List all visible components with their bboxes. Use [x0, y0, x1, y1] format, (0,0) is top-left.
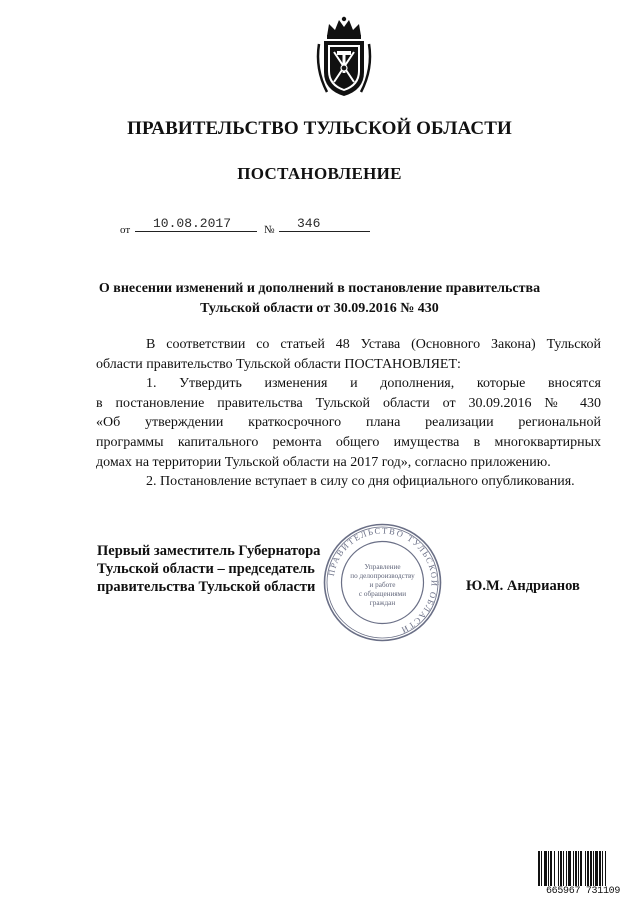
- body-line: «Об утверждении краткосрочного плана реализации региональной: [96, 415, 601, 431]
- barcode-bar: [573, 851, 574, 887]
- official-stamp: [321, 521, 444, 644]
- stamp-inner-line: с обращениями: [358, 590, 407, 598]
- barcode-bar: [550, 851, 552, 887]
- barcode: [537, 851, 629, 897]
- subject-line: Тульской области от 30.09.2016 № 430: [200, 301, 439, 316]
- body-line: 2. Постановление вступает в силу со дня официального опубликования.: [146, 474, 575, 490]
- signer-position-line: Первый заместитель Губернатора: [97, 543, 321, 559]
- barcode-bar: [593, 851, 594, 887]
- barcode-bar: [563, 851, 564, 887]
- signer-position-line: Тульской области – председатель: [97, 561, 315, 577]
- barcode-bar: [578, 851, 579, 887]
- barcode-number: 665967 731109: [537, 886, 629, 897]
- barcode-bar: [568, 851, 571, 887]
- signer-position: [97, 542, 320, 596]
- coat-of-arms-icon: [313, 14, 375, 100]
- body-line: программы капитального ремонта общего имущества в многоквартирных: [96, 434, 601, 450]
- stamp-inner-line: Управление: [364, 563, 401, 571]
- body-line: домах на территории Тульской области на 2017 год», согласно приложению.: [96, 454, 551, 470]
- body-line: В соответствии со статьей 48 Устава (Основного Закона) Тульской: [146, 337, 601, 352]
- government-title: ПРАВИТЕЛЬСТВО ТУЛЬСКОЙ ОБЛАСТИ: [127, 118, 512, 139]
- date-label: от: [120, 224, 131, 236]
- barcode-bar: [575, 851, 577, 887]
- barcode-bar: [558, 851, 559, 887]
- barcode-bar: [602, 851, 603, 887]
- body-line: 1. Утвердить изменения и дополнения, которые вносятся: [146, 376, 601, 392]
- barcode-bar: [605, 851, 606, 887]
- stamp-inner-line: по делопроизводству: [350, 572, 415, 580]
- document-type: ПОСТАНОВЛЕНИЕ: [237, 164, 402, 183]
- barcode-bar: [599, 851, 601, 887]
- barcode-bar: [560, 851, 562, 887]
- stamp-ring-text: ПРАВИТЕЛЬСТВО ТУЛЬСКОЙ ОБЛАСТИ: [325, 525, 440, 636]
- signer-name: Ю.М. Андрианов: [466, 578, 580, 594]
- barcode-bars-icon: [537, 851, 629, 887]
- barcode-bar: [587, 851, 589, 887]
- body-line: в постановление правительства Тульской области от 30.09.2016 № 430: [96, 395, 601, 411]
- date-value: 10.08.2017: [135, 216, 257, 232]
- document-subject: [0, 279, 639, 319]
- barcode-bar: [538, 851, 540, 887]
- barcode-bar: [566, 851, 567, 887]
- barcode-bar: [585, 851, 586, 887]
- number-label: №: [264, 224, 275, 236]
- barcode-bar: [541, 851, 542, 887]
- body-line: области правительство Тульской области ПОСТАНОВЛЯЕТ:: [96, 356, 461, 372]
- barcode-bar: [590, 851, 592, 887]
- barcode-bar: [580, 851, 582, 887]
- barcode-bar: [544, 851, 547, 887]
- subject-line: О внесении изменений и дополнений в постановление правительства: [98, 281, 541, 296]
- stamp-inner-line: граждан: [369, 599, 396, 607]
- barcode-bar: [554, 851, 555, 887]
- signer-position-line: правительства Тульской области: [97, 579, 316, 595]
- barcode-bar: [548, 851, 549, 887]
- document-body: [96, 335, 601, 492]
- number-value: 346: [279, 216, 370, 232]
- stamp-inner-line: и работе: [369, 581, 396, 589]
- barcode-bar: [595, 851, 598, 887]
